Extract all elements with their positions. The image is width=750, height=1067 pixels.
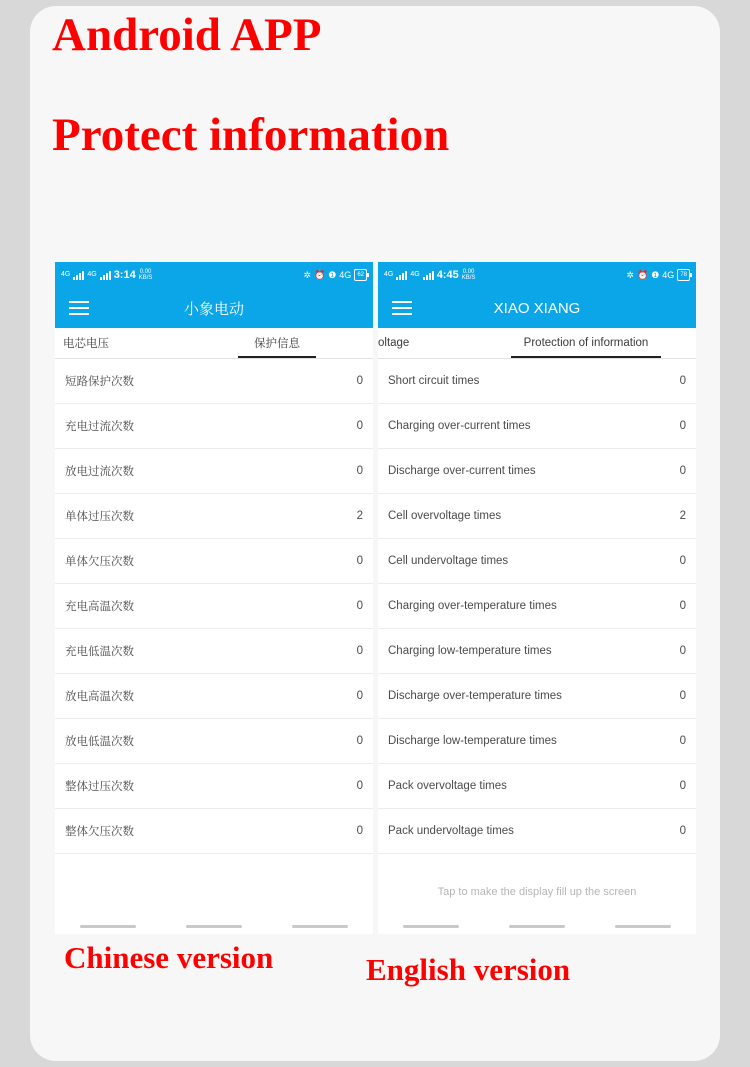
page-title: Android APP (52, 9, 322, 61)
row-value: 0 (679, 780, 686, 792)
battery-icon: 78 (677, 269, 690, 281)
status-bar (378, 262, 696, 288)
table-row[interactable] (378, 539, 696, 584)
tab-cell-voltage[interactable]: 电芯电压 (63, 338, 109, 350)
tab-bar (55, 328, 373, 359)
nav-back-pill[interactable] (80, 925, 136, 928)
row-value: 0 (356, 780, 363, 792)
system-navigation-bar (55, 918, 373, 934)
table-row[interactable] (55, 584, 373, 629)
nav-home-pill[interactable] (509, 925, 565, 928)
row-value: 0 (679, 735, 686, 747)
table-row[interactable] (55, 449, 373, 494)
network-speed-value: 0.00 (139, 268, 152, 275)
fullscreen-hint[interactable]: Tap to make the display fill up the screen (437, 886, 637, 898)
caption-english-version: English version (366, 952, 571, 987)
table-row[interactable] (378, 359, 696, 404)
signal-bars-2-icon (100, 271, 111, 280)
network-type-2-label: 4G (410, 270, 420, 278)
network-speed-unit: KB/S (461, 275, 476, 281)
vibrate-icon: ❶ (651, 269, 660, 280)
row-label: 放电过流次数 (65, 466, 134, 478)
row-value: 0 (356, 690, 363, 702)
row-value: 0 (356, 825, 363, 837)
app-title: XIAO XIANG (493, 299, 581, 317)
tab-cell-voltage[interactable]: oltage (378, 337, 410, 349)
phone-screenshot-chinese (55, 262, 373, 934)
table-row[interactable] (378, 494, 696, 539)
row-label: Charging low-temperature times (388, 645, 552, 657)
row-label: 整体过压次数 (65, 781, 134, 793)
bluetooth-icon: ✲ (303, 269, 311, 280)
nav-recents-pill[interactable] (292, 925, 348, 928)
table-row[interactable] (55, 404, 373, 449)
battery-icon: 62 (354, 269, 367, 281)
row-label: 放电高温次数 (65, 691, 134, 703)
status-time: 3:14 (113, 269, 136, 281)
table-row[interactable] (378, 674, 696, 719)
row-value: 0 (356, 735, 363, 747)
network-type-label: 4G (61, 270, 71, 278)
row-label: Short circuit times (388, 375, 480, 387)
nav-home-pill[interactable] (186, 925, 242, 928)
row-label: 充电高温次数 (65, 601, 134, 613)
bluetooth-icon: ✲ (626, 269, 634, 280)
network-speed (462, 269, 476, 282)
table-row[interactable] (55, 494, 373, 539)
row-value: 0 (679, 690, 686, 702)
status-bar-left (61, 269, 152, 282)
table-row[interactable] (55, 539, 373, 584)
table-row[interactable] (55, 629, 373, 674)
protection-list (55, 359, 373, 854)
table-row[interactable] (55, 719, 373, 764)
row-label: Charging over-current times (388, 420, 531, 432)
row-label: 单体过压次数 (65, 511, 134, 523)
row-label: 整体欠压次数 (65, 826, 134, 838)
table-row[interactable] (55, 674, 373, 719)
caption-chinese-version: Chinese version (64, 940, 274, 975)
alarm-icon: ⏰ (637, 269, 649, 280)
menu-icon[interactable] (69, 301, 89, 315)
row-value: 0 (356, 420, 363, 432)
row-value: 2 (679, 510, 686, 522)
row-value: 0 (356, 600, 363, 612)
status-time: 4:45 (436, 269, 459, 281)
table-row[interactable] (378, 764, 696, 809)
signal-bars-2-icon (423, 271, 434, 280)
row-value: 2 (356, 510, 363, 522)
status-bar-left (384, 269, 475, 282)
row-label: Discharge over-temperature times (388, 690, 562, 702)
app-title: 小象电动 (183, 300, 244, 318)
page-subtitle: Protect information (52, 109, 450, 161)
row-value: 0 (356, 465, 363, 477)
table-row[interactable] (378, 629, 696, 674)
row-label: 单体欠压次数 (65, 556, 134, 568)
row-label: Pack overvoltage times (388, 780, 507, 792)
signal-4g-icon: 4G (339, 270, 352, 280)
row-value: 0 (679, 600, 686, 612)
row-label: 短路保护次数 (65, 376, 134, 388)
row-value: 0 (679, 420, 686, 432)
protection-list (378, 359, 696, 854)
table-row[interactable] (55, 359, 373, 404)
signal-bars-icon (396, 271, 407, 280)
row-label: 放电低温次数 (65, 736, 134, 748)
app-bar (55, 288, 373, 328)
row-value: 0 (679, 465, 686, 477)
row-label: 充电过流次数 (65, 421, 134, 433)
menu-icon[interactable] (392, 301, 412, 315)
tab-bar (378, 328, 696, 359)
table-row[interactable] (378, 719, 696, 764)
row-value: 0 (356, 645, 363, 657)
row-label: Charging over-temperature times (388, 600, 557, 612)
network-type-label: 4G (384, 270, 394, 278)
row-value: 0 (679, 825, 686, 837)
status-bar-right (303, 269, 367, 281)
alarm-icon: ⏰ (314, 269, 326, 280)
tab-protection-info[interactable]: Protection of information (476, 328, 696, 358)
row-value: 0 (356, 555, 363, 567)
tab-protection-info[interactable]: 保护信息 (181, 328, 373, 358)
status-bar-right (626, 269, 690, 281)
table-row[interactable] (378, 809, 696, 854)
nav-back-pill[interactable] (403, 925, 459, 928)
table-row[interactable] (378, 449, 696, 494)
row-value: 0 (679, 645, 686, 657)
table-row[interactable] (55, 809, 373, 854)
row-label: Discharge low-temperature times (388, 735, 557, 747)
table-row[interactable] (378, 404, 696, 449)
row-label: Cell undervoltage times (388, 555, 509, 567)
network-speed (139, 269, 153, 282)
network-type-2-label: 4G (87, 270, 97, 278)
vibrate-icon: ❶ (328, 269, 337, 280)
row-label: Cell overvoltage times (388, 510, 502, 522)
row-value: 0 (679, 375, 686, 387)
row-label: Discharge over-current times (388, 465, 536, 477)
table-row[interactable] (55, 764, 373, 809)
status-bar (55, 262, 373, 288)
network-speed-unit: KB/S (138, 275, 153, 281)
signal-4g-icon: 4G (662, 270, 675, 280)
row-label: Pack undervoltage times (388, 825, 514, 837)
row-value: 0 (679, 555, 686, 567)
row-value: 0 (356, 375, 363, 387)
nav-recents-pill[interactable] (615, 925, 671, 928)
table-row[interactable] (378, 584, 696, 629)
signal-bars-icon (73, 271, 84, 280)
network-speed-value: 0.00 (462, 268, 475, 275)
app-bar (378, 288, 696, 328)
system-navigation-bar (378, 918, 696, 934)
row-label: 充电低温次数 (65, 646, 134, 658)
phone-screenshot-english (378, 262, 696, 934)
